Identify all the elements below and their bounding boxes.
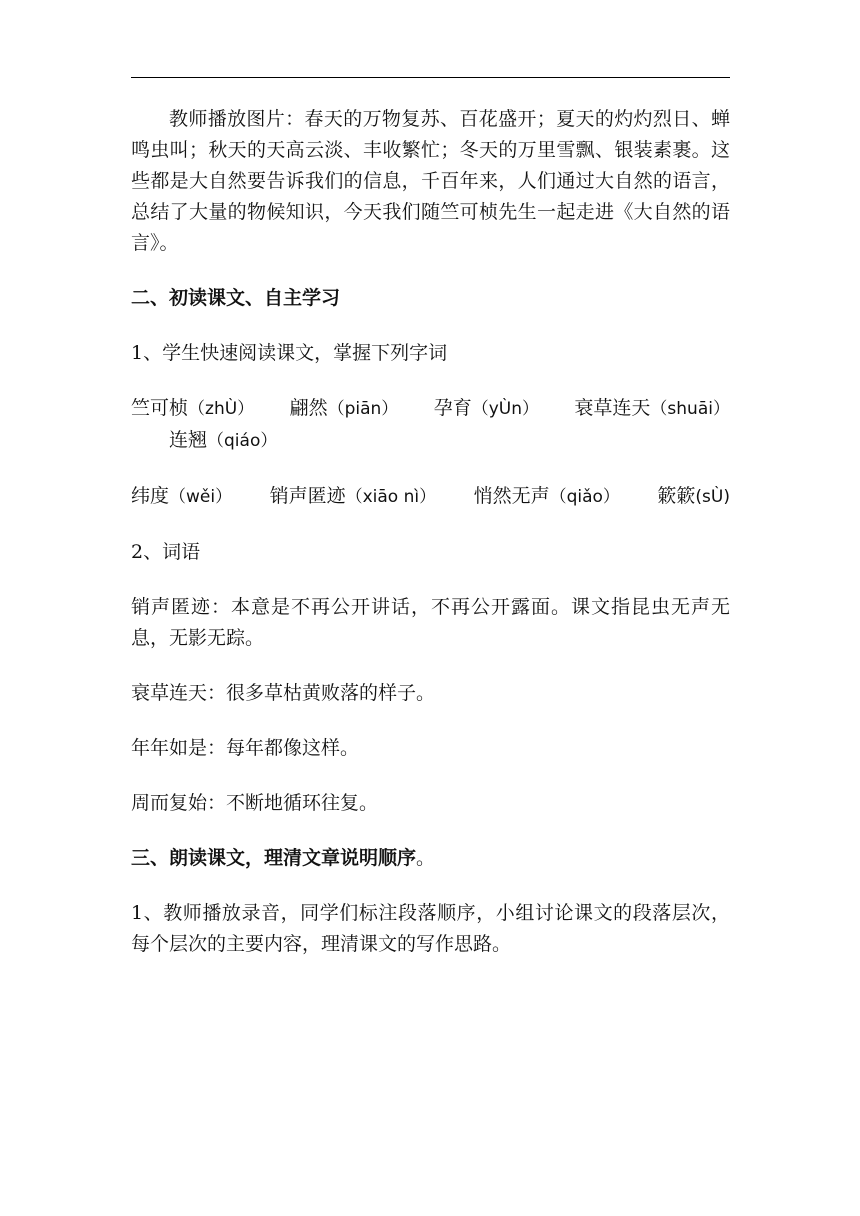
- vocab-entry: 孕育（yÙn）: [433, 397, 539, 419]
- header-rule: [131, 77, 730, 78]
- vocab-entry: 纬度（wěi）: [131, 485, 233, 507]
- item3-text: 1、教师播放录音，同学们标注段落顺序，小组讨论课文的段落层次，每个层次的主要内容，理清课文的写作思路。: [131, 902, 730, 955]
- vocab-entry: 连翘（qiáo）: [169, 429, 278, 451]
- vocab-row-2: [131, 481, 730, 513]
- definition-item: 周而复始：不断地循环往复。: [131, 792, 379, 814]
- item2-text: 2、词语: [131, 541, 201, 563]
- definition-item: 衰草连天：很多草枯黄败落的样子。: [131, 682, 436, 704]
- section2-heading: 二、初读课文、自主学习: [131, 287, 341, 309]
- vocab-entry: 翩然（piān）: [289, 397, 399, 419]
- section3-heading: 三、朗读课文，理清文章说明顺序。: [131, 847, 436, 869]
- vocab-entry: 簌簌(sÙ): [657, 485, 730, 507]
- vocab-row-1b: [131, 425, 730, 457]
- vocab-entry: 衰草连天（shuāi）: [574, 397, 730, 419]
- definition-item: 销声匿迹：本意是不再公开讲话，不再公开露面。课文指昆虫无声无息，无影无踪。: [131, 596, 730, 649]
- document-body: [131, 104, 730, 960]
- vocab-row-1: [131, 393, 730, 425]
- intro-paragraph: 教师播放图片：春天的万物复苏、百花盛开；夏天的灼灼烈日、蝉鸣虫叫；秋天的天高云淡、丰收繁忙；冬天的万里雪飘、银装素裹。这些都是大自然要告诉我们的信息，千百年来，人们通过大自然的语言，总结了大量的物候知识，今天我们随竺可桢先生一起走进《大自然的语言》。: [131, 108, 730, 254]
- definition-item: 年年如是：每年都像这样。: [131, 737, 360, 759]
- item1-text: 1、学生快速阅读课文，掌握下列字词: [131, 342, 448, 364]
- vocab-entry: 悄然无声（qiǎo）: [473, 485, 620, 507]
- vocab-entry: 销声匿迹（xiāo nì）: [269, 485, 437, 507]
- vocab-entry: 竺可桢（zhÙ）: [131, 397, 255, 419]
